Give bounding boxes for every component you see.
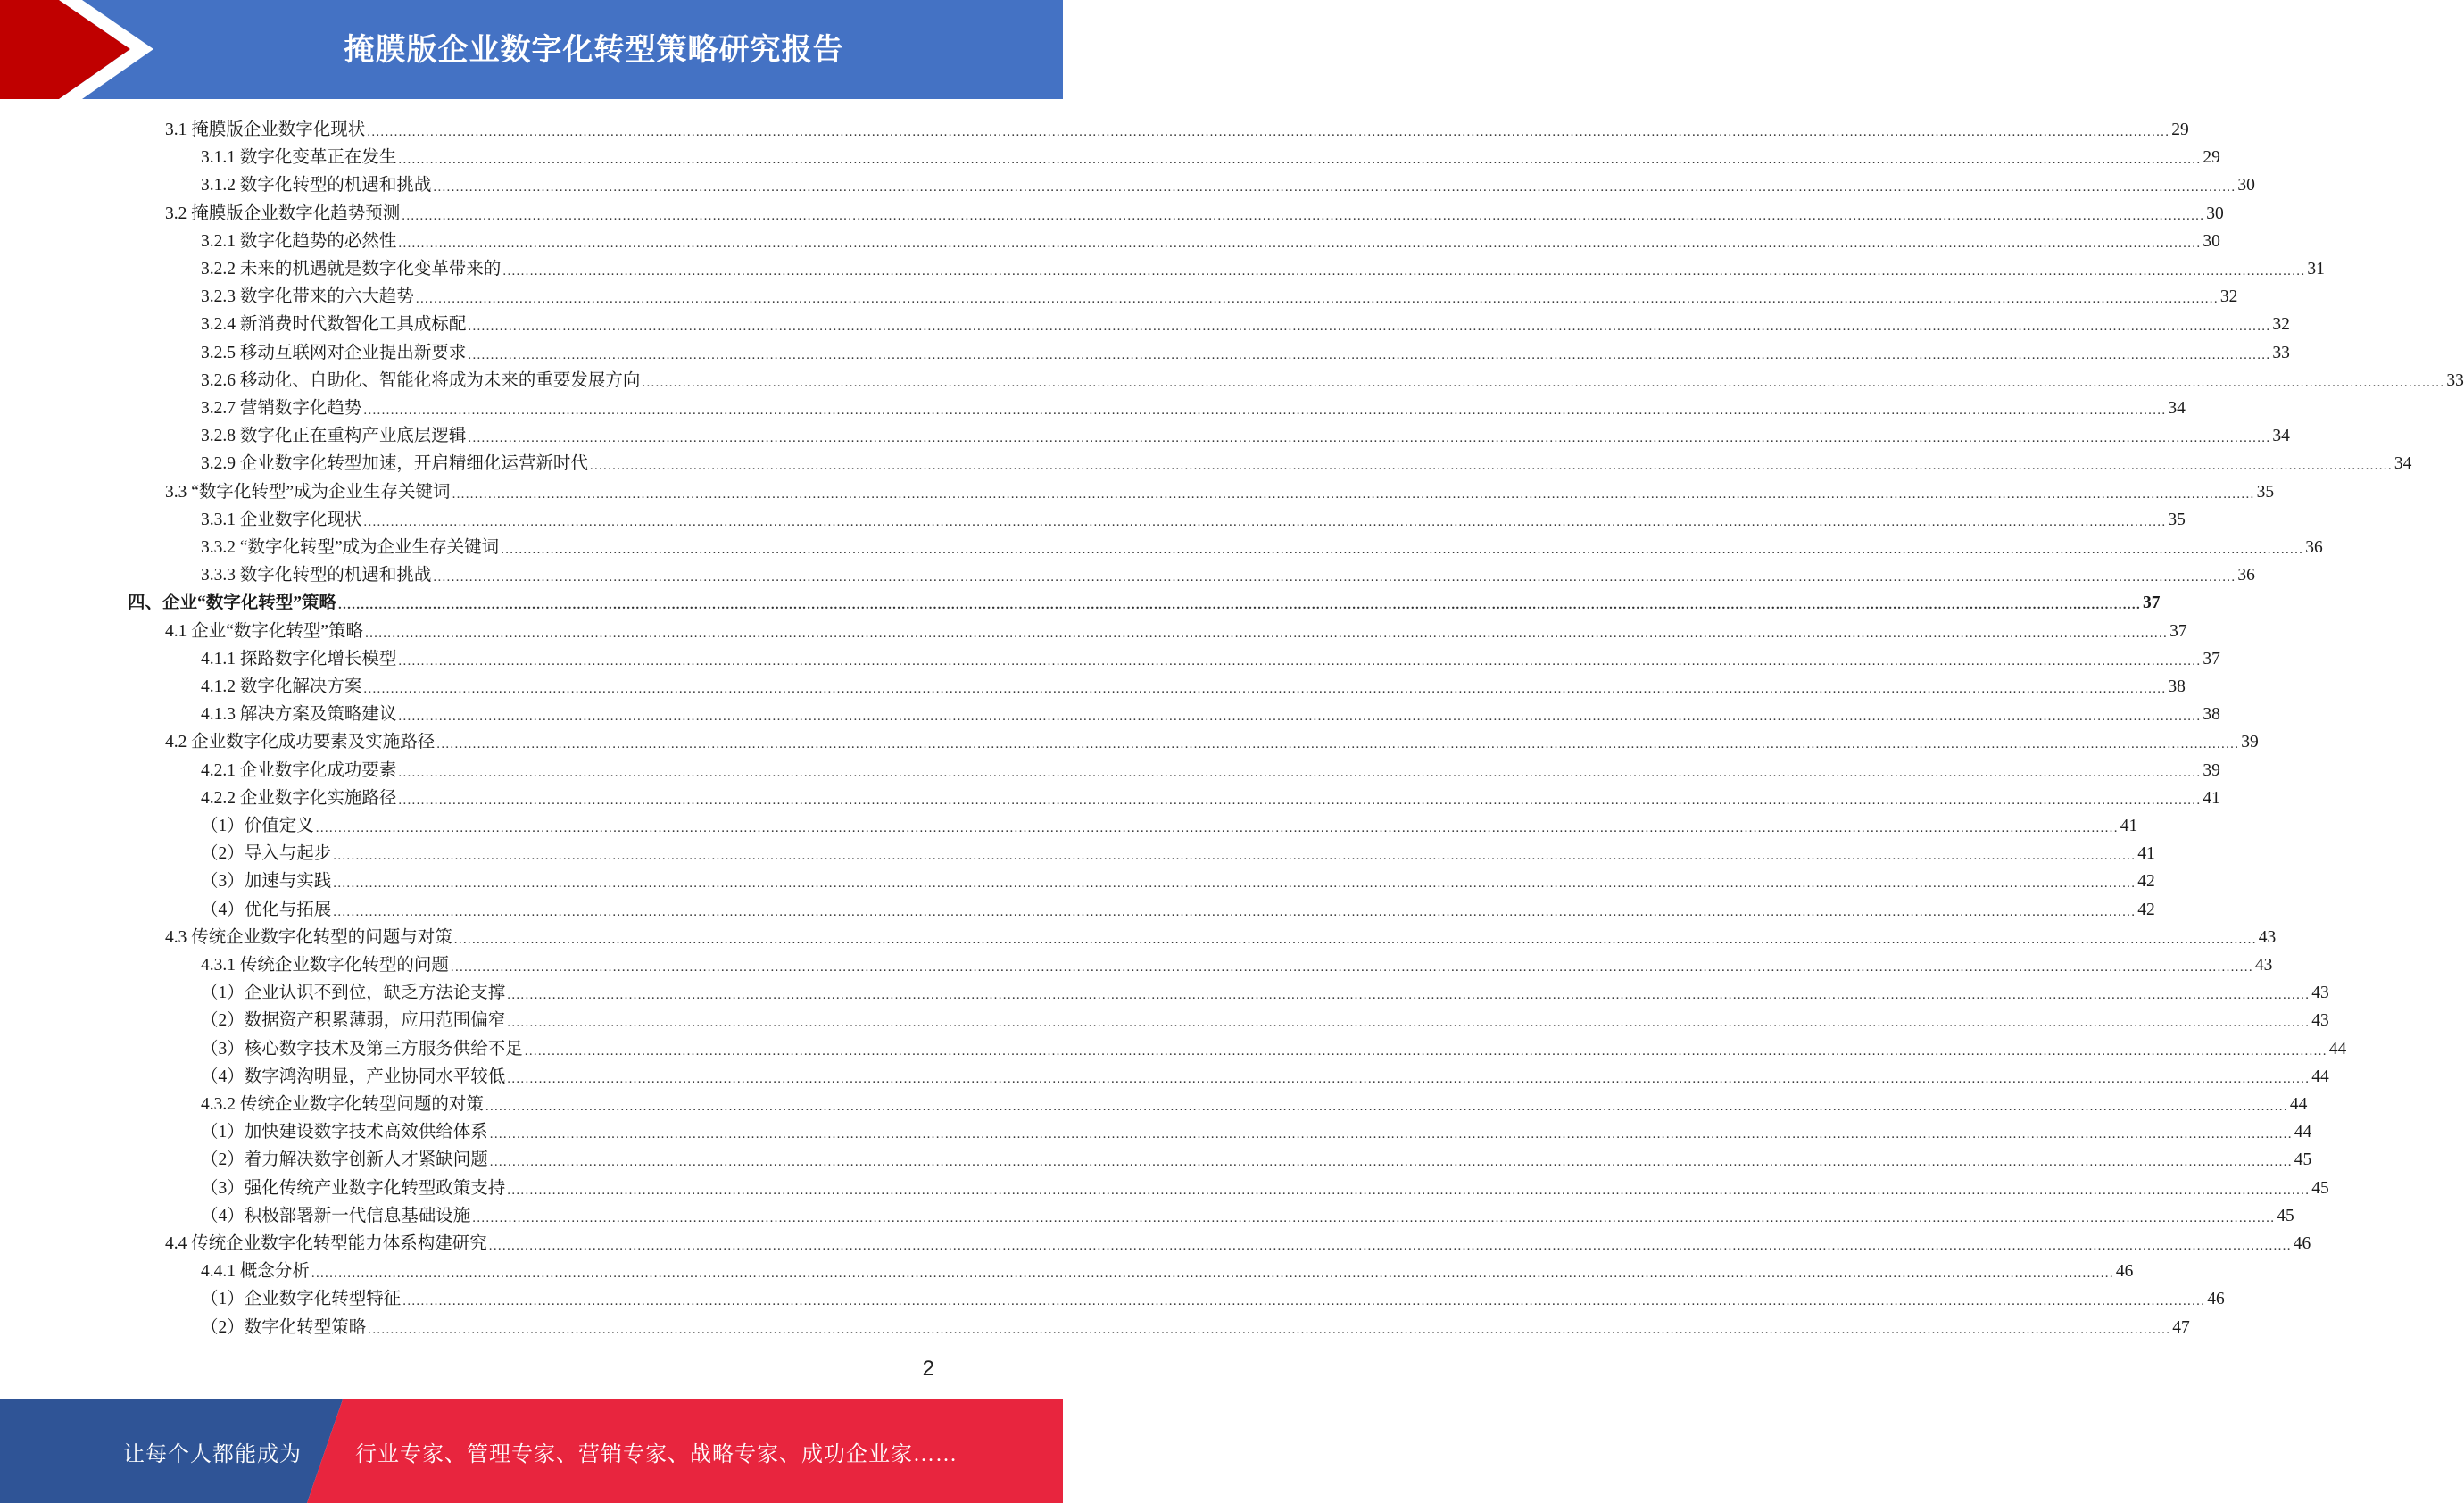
toc-entry-title: （1）企业认识不到位，缺乏方法论支撑 [201,984,506,1003]
toc-entry[interactable] [201,698,2220,726]
toc-entry-page: 41 [2120,817,2138,835]
toc-entry-page: 46 [2207,1290,2225,1309]
toc-dot-leader: ................................................................................................................................................................................................................................................................................................................................................................................................................ [368,1322,2171,1337]
toc-entry[interactable] [201,392,2186,419]
toc-entry-page: 31 [2307,260,2325,278]
toc-entry-title: 4.3.2 传统企业数字化转型问题的对策 [201,1095,484,1114]
toc-entry-page: 34 [2393,454,2412,474]
toc-dot-leader: ................................................................................................................................................................................................................................................................................................................................................................................................................ [436,737,2240,752]
toc-entry-page: 43 [2311,984,2329,1003]
toc-entry-title: 4.4.1 概念分析 [201,1262,310,1282]
toc-entry[interactable] [201,1033,2347,1060]
toc-entry[interactable] [201,1255,2134,1283]
toc-dot-leader: ................................................................................................................................................................................................................................................................................................................................................................................................................ [507,1016,2311,1031]
toc-entry-page: 37 [2143,594,2161,613]
toc-dot-leader: ................................................................................................................................................................................................................................................................................................................................................................................................................ [589,459,2393,474]
toc-entry[interactable] [201,1116,2312,1143]
toc-dot-leader: ................................................................................................................................................................................................................................................................................................................................................................................................................ [398,793,2202,808]
toc-dot-leader: ................................................................................................................................................................................................................................................................................................................................................................................................................ [333,849,2136,864]
toc-entry-page: 42 [2137,900,2155,919]
toc-entry-page: 42 [2137,872,2155,892]
toc-entry[interactable] [165,726,2259,753]
toc-entry[interactable] [201,364,2464,392]
toc-dot-leader: ................................................................................................................................................................................................................................................................................................................................................................................................................ [398,765,2202,780]
toc-entry-page: 43 [2311,1011,2329,1031]
toc-entry-title: 4.3.1 传统企业数字化转型的问题 [201,956,449,975]
toc-entry[interactable] [201,1311,2190,1339]
toc-dot-leader: ................................................................................................................................................................................................................................................................................................................................................................................................................ [468,431,2271,446]
toc-entry[interactable] [201,976,2329,1004]
report-title: 掩膜版企业数字化转型策略研究报告 [344,31,844,68]
toc-entry[interactable] [201,141,2220,169]
toc-dot-leader: ................................................................................................................................................................................................................................................................................................................................................................................................................ [501,543,2304,557]
toc-entry-title: （3）加速与实践 [201,872,332,892]
footer-slogan-left: 让每个人都能成为 [123,1442,302,1466]
toc-entry-title: 4.2 企业数字化成功要素及实施路径 [165,733,436,752]
toc-entry[interactable] [201,1088,2308,1116]
toc-entry-page: 35 [2168,510,2186,529]
toc-entry-page: 43 [2254,956,2273,975]
toc-entry-title: 4.3 传统企业数字化转型的问题与对策 [165,927,452,947]
toc-entry[interactable] [201,419,2290,447]
toc-entry-page: 32 [2272,315,2290,335]
toc-entry[interactable] [201,1200,2294,1227]
toc-entry-title: 4.2.1 企业数字化成功要素 [201,760,397,780]
toc-entry-page: 30 [2237,176,2255,195]
toc-entry-title: 3.2.2 未来的机遇就是数字化变革带来的 [201,260,502,278]
toc-entry[interactable] [165,476,2275,503]
toc-dot-leader: ................................................................................................................................................................................................................................................................................................................................................................................................................ [398,153,2202,168]
toc-entry-title: 4.2.2 企业数字化实施路径 [201,788,397,808]
toc-entry-page: 30 [2206,203,2224,223]
toc-entry-title: 3.2.5 移动互联网对企业提出新要求 [201,343,467,362]
toc-entry[interactable] [201,280,2238,308]
toc-entry-page: 38 [2168,677,2186,696]
toc-dot-leader: ................................................................................................................................................................................................................................................................................................................................................................................................................ [452,486,2255,502]
toc-dot-leader: ................................................................................................................................................................................................................................................................................................................................................................................................................ [398,653,2202,668]
toc-entry-page: 33 [2272,343,2290,362]
toc-entry-title: （2）数字化转型策略 [201,1317,367,1337]
toc-entry-page: 47 [2172,1317,2190,1337]
toc-entry-page: 45 [2277,1206,2294,1225]
toc-entry-title: （2）导入与起步 [201,844,332,864]
toc-entry-title: 3.2.9 企业数字化转型加速，开启精细化运营新时代 [201,454,588,474]
toc-entry[interactable] [201,531,2323,559]
toc-entry[interactable] [201,1172,2329,1200]
page-footer [0,1399,1063,1503]
footer-slogan-right: 行业专家、管理专家、营销专家、战略专家、成功企业家…… [355,1442,958,1466]
toc-entry-page: 36 [2237,566,2255,585]
toc-entry[interactable] [165,615,2187,643]
toc-dot-leader: ................................................................................................................................................................................................................................................................................................................................................................................................................ [450,960,2253,975]
toc-entry-title: 3.2.3 数字化带来的六大趋势 [201,287,414,307]
toc-entry-page: 44 [2289,1095,2308,1114]
toc-entry-page: 39 [2203,760,2220,780]
toc-entry-title: （1）企业数字化转型特征 [201,1290,402,1309]
toc-entry-page: 29 [2203,148,2220,168]
toc-entry[interactable] [201,336,2290,364]
toc-entry-title: 4.1 企业“数字化转型”策略 [165,621,364,641]
toc-entry-page: 44 [2294,1123,2312,1142]
toc-dot-leader: ................................................................................................................................................................................................................................................................................................................................................................................................................ [489,1127,2293,1142]
toc-dot-leader: ................................................................................................................................................................................................................................................................................................................................................................................................................ [363,514,2167,529]
toc-entry[interactable] [201,169,2255,196]
toc-entry[interactable] [201,503,2186,531]
toc-entry[interactable] [165,1227,2311,1255]
toc-entry-title: 3.3.1 企业数字化现状 [201,510,362,529]
toc-dot-leader: ................................................................................................................................................................................................................................................................................................................................................................................................................ [402,208,2205,223]
toc-entry-page: 37 [2169,621,2187,641]
toc-entry-title: （4）数字鸿沟明显，产业协同水平较低 [201,1067,506,1086]
toc-entry-page: 46 [2293,1234,2311,1253]
page-header [0,0,1063,99]
toc-entry-page: 36 [2305,538,2323,557]
toc-entry[interactable] [201,754,2220,782]
toc-entry-title: 4.1.2 数字化解决方案 [201,677,362,696]
toc-dot-leader: ................................................................................................................................................................................................................................................................................................................................................................................................................ [363,682,2167,696]
toc-dot-leader: ................................................................................................................................................................................................................................................................................................................................................................................................................ [333,876,2136,892]
toc-entry[interactable] [201,559,2255,586]
toc-entry[interactable] [128,586,2161,614]
toc-dot-leader: ................................................................................................................................................................................................................................................................................................................................................................................................................ [315,821,2119,835]
toc-dot-leader: ................................................................................................................................................................................................................................................................................................................................................................................................................ [333,904,2136,919]
toc-entry-title: 3.2 掩膜版企业数字化趋势预测 [165,203,401,223]
toc-entry-title: 3.1 掩膜版企业数字化现状 [165,120,366,139]
toc-dot-leader: ................................................................................................................................................................................................................................................................................................................................................................................................................ [472,1210,2276,1225]
toc-entry-page: 29 [2171,120,2189,139]
toc-entry-title: （3）强化传统产业数字化转型政策支持 [201,1178,506,1198]
toc-dot-leader: ................................................................................................................................................................................................................................................................................................................................................................................................................ [433,180,2236,195]
toc-entry-page: 45 [2311,1178,2329,1198]
toc-entry[interactable] [201,670,2186,698]
toc-entry-title: 3.2.7 营销数字化趋势 [201,399,362,418]
toc-entry-page: 45 [2294,1150,2312,1170]
toc-entry[interactable] [201,447,2412,475]
toc-entry-title: 四、企业“数字化转型”策略 [128,594,337,613]
toc-entry-page: 44 [2311,1067,2329,1086]
toc-entry-title: 4.1.1 探路数字化增长模型 [201,649,397,668]
toc-entry-page: 43 [2258,927,2277,947]
toc-dot-leader: ................................................................................................................................................................................................................................................................................................................................................................................................................ [524,1043,2327,1059]
toc-dot-leader: ................................................................................................................................................................................................................................................................................................................................................................................................................ [415,292,2219,307]
toc-entry[interactable] [201,643,2220,670]
toc-entry-page: 33 [2446,370,2464,390]
toc-entry-page: 34 [2168,399,2186,418]
toc-entry-title: 3.1.2 数字化转型的机遇和挑战 [201,176,432,195]
toc-dot-leader: ................................................................................................................................................................................................................................................................................................................................................................................................................ [398,710,2202,725]
toc-dot-leader: ................................................................................................................................................................................................................................................................................................................................................................................................................ [507,1071,2311,1086]
toc-entry-page: 46 [2115,1262,2134,1282]
toc-dot-leader: ................................................................................................................................................................................................................................................................................................................................................................................................................ [485,1100,2288,1114]
toc-entry[interactable] [201,782,2220,810]
toc-dot-leader: ................................................................................................................................................................................................................................................................................................................................................................................................................ [453,932,2257,947]
toc-dot-leader: ................................................................................................................................................................................................................................................................................................................................................................................................................ [365,626,2169,641]
toc-dot-leader: ................................................................................................................................................................................................................................................................................................................................................................................................................ [398,236,2202,251]
toc-entry-page: 44 [2328,1039,2347,1059]
toc-entry-title: （3）核心数字技术及第三方服务供给不足 [201,1039,523,1059]
toc-dot-leader: ................................................................................................................................................................................................................................................................................................................................................................................................................ [502,264,2306,278]
toc-entry-page: 37 [2203,649,2220,668]
toc-dot-leader: ................................................................................................................................................................................................................................................................................................................................................................................................................ [338,598,2142,613]
toc-entry[interactable] [201,949,2273,976]
toc-dot-leader: ................................................................................................................................................................................................................................................................................................................................................................................................................ [468,320,2271,335]
toc-entry[interactable] [201,893,2155,921]
toc-entry-title: （4）积极部署新一代信息基础设施 [201,1206,471,1225]
toc-entry[interactable] [201,1060,2329,1088]
toc-entry[interactable] [165,197,2224,225]
red-chevron-shape [0,0,130,99]
toc-dot-leader: ................................................................................................................................................................................................................................................................................................................................................................................................................ [488,1239,2292,1253]
toc-entry-title: （1）价值定义 [201,817,314,835]
toc-entry[interactable] [201,1283,2225,1310]
toc-dot-leader: ................................................................................................................................................................................................................................................................................................................................................................................................................ [489,1155,2293,1170]
toc-entry-page: 35 [2256,482,2275,502]
toc-entry-page: 30 [2203,231,2220,251]
toc-entry-title: 3.2.6 移动化、自助化、智能化将成为未来的重要发展方向 [201,370,641,390]
toc-entry-title: （1）加快建设数字技术高效供给体系 [201,1123,488,1142]
toc-entry-title: （2）着力解决数字创新人才紧缺问题 [201,1150,488,1170]
toc-dot-leader: ................................................................................................................................................................................................................................................................................................................................................................................................................ [507,1183,2311,1198]
toc-entry[interactable] [165,113,2189,141]
toc-entry[interactable] [201,1143,2312,1171]
toc-entry-title: 3.1.1 数字化变革正在发生 [201,148,397,168]
toc-dot-leader: ................................................................................................................................................................................................................................................................................................................................................................................................................ [433,570,2236,585]
toc-entry[interactable] [201,865,2155,893]
toc-entry-title: 3.2.1 数字化趋势的必然性 [201,231,397,251]
toc-dot-leader: ................................................................................................................................................................................................................................................................................................................................................................................................................ [311,1266,2114,1282]
toc-entry-page: 39 [2241,733,2259,752]
toc-entry[interactable] [201,253,2325,280]
toc-entry-page: 32 [2219,287,2238,307]
toc-entry-page: 38 [2203,705,2220,725]
toc-dot-leader: ................................................................................................................................................................................................................................................................................................................................................................................................................ [363,403,2167,418]
toc-dot-leader: ................................................................................................................................................................................................................................................................................................................................................................................................................ [468,347,2271,362]
toc-dot-leader: ................................................................................................................................................................................................................................................................................................................................................................................................................ [642,375,2445,390]
toc-entry-title: 3.3.3 数字化转型的机遇和挑战 [201,566,432,585]
toc-entry[interactable] [201,810,2138,837]
toc-entry-title: 4.1.3 解决方案及策略建议 [201,705,397,725]
toc-entry[interactable] [201,1004,2329,1032]
toc-dot-leader: ................................................................................................................................................................................................................................................................................................................................................................................................................ [507,988,2311,1003]
toc-entry[interactable] [201,225,2220,253]
toc-entry-title: 3.3 “数字化转型”成为企业生存关键词 [165,482,451,502]
toc-entry-title: （2）数据资产积累薄弱，应用范围偏窄 [201,1011,506,1031]
toc-entry-title: （4）优化与拓展 [201,900,332,919]
toc-entry[interactable] [201,837,2155,865]
toc-entry-page: 41 [2137,844,2155,864]
toc-entry-title: 3.2.4 新消费时代数智化工具成标配 [201,315,467,335]
toc-dot-leader: ................................................................................................................................................................................................................................................................................................................................................................................................................ [402,1294,2206,1309]
toc-entry-page: 34 [2272,427,2290,446]
toc-entry-title: 3.3.2 “数字化转型”成为企业生存关键词 [201,538,500,557]
toc-entry[interactable] [165,921,2277,949]
toc-entry[interactable] [201,308,2290,336]
toc-entry-title: 3.2.8 数字化正在重构产业底层逻辑 [201,427,467,446]
toc-dot-leader: ................................................................................................................................................................................................................................................................................................................................................................................................................ [367,125,2170,139]
toc-entry-page: 41 [2203,788,2220,808]
page-number: 2 [922,1357,934,1381]
toc-entry-title: 4.4 传统企业数字化转型能力体系构建研究 [165,1234,487,1253]
